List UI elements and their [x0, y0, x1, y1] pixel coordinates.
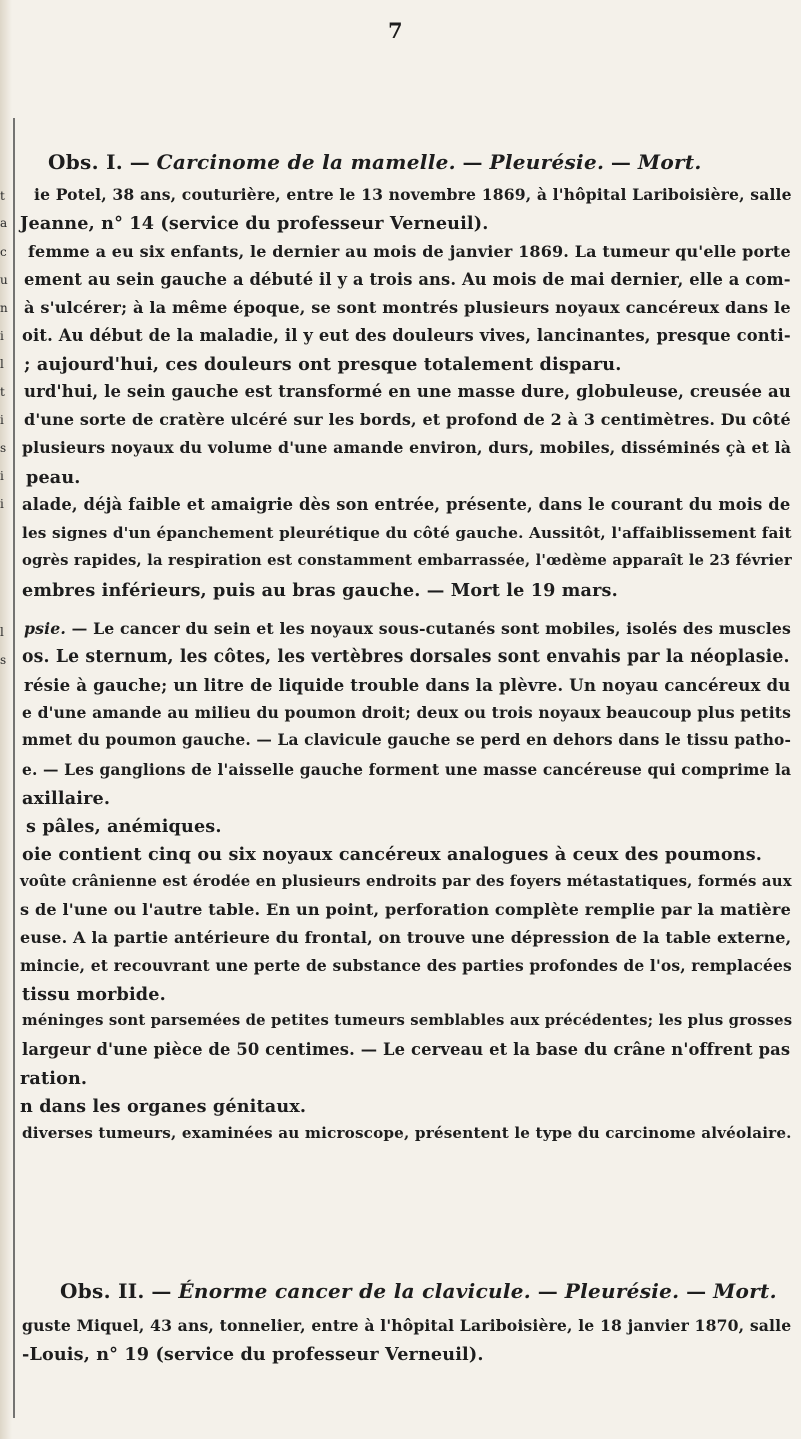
- observation-1-body-line: ie Potel, 38 ans, couturière, entre le 13 novembre 1869, à l'hôpital Lariboisière, salle: [34, 185, 792, 204]
- page-number: 7: [388, 18, 403, 43]
- observation-1-heading: Obs. I. — Carcinome de la mamelle. — Pleurésie. — Mort.: [48, 150, 702, 174]
- gutter-fragment: s: [0, 653, 7, 667]
- autopsy-line: e d'une amande au milieu du poumon droit; deux ou trois noyaux beaucoup plus petits: [22, 703, 792, 722]
- gutter-fragment: i: [0, 469, 4, 483]
- gutter-fragment: i: [0, 413, 4, 427]
- observation-1-body-line: urd'hui, le sein gauche est transformé en une masse dure, globuleuse, creusée au: [24, 382, 791, 401]
- gutter-fragment: c: [0, 245, 7, 259]
- observation-2-body-line: guste Miquel, 43 ans, tonnelier, entre à l'hôpital Lariboisière, le 18 janvier 1870, salle: [22, 1316, 792, 1335]
- observation-1-body-line: embres inférieurs, puis au bras gauche. — Mort le 19 mars.: [22, 580, 618, 601]
- gutter-fragment: i: [0, 329, 4, 343]
- observation-2-title-3: Mort.: [713, 1279, 777, 1303]
- gutter-fragment: i: [0, 497, 4, 511]
- autopsy-line: résie à gauche; un litre de liquide trouble dans la plèvre. Un noyau cancéreux du: [24, 675, 791, 695]
- autopsy-line: s pâles, anémiques.: [26, 816, 222, 837]
- autopsy-line: méninges sont parsemées de petites tumeurs semblables aux précédentes; les plus grosses: [22, 1012, 793, 1029]
- autopsy-line: n dans les organes génitaux.: [20, 1096, 307, 1117]
- gutter-fragment: t: [0, 189, 5, 203]
- observation-1-body-line: à s'ulcérer; à la même époque, se sont montrés plusieurs noyaux cancéreux dans le: [24, 298, 791, 317]
- autopsy-line: voûte crânienne est érodée en plusieurs endroits par des foyers métastatiques, formés aux: [20, 872, 792, 890]
- observation-1-body-line: femme a eu six enfants, le dernier au mois de janvier 1869. La tumeur qu'elle porte: [28, 242, 791, 261]
- observation-1-body-line: oit. Au début de la maladie, il y eut des douleurs vives, lancinantes, presque conti-: [22, 326, 791, 345]
- gutter-fragment: u: [0, 273, 8, 287]
- observation-1-body-line: ogrès rapides, la respiration est constamment embarrassée, l'œdème apparaît le 23 février: [22, 552, 792, 569]
- observation-1-body-line: d'une sorte de cratère ulcéré sur les bords, et profond de 2 à 3 centimètres. Du côté: [24, 410, 791, 429]
- observation-2-label: Obs. II.: [60, 1279, 145, 1303]
- observation-1-body-line: les signes d'un épanchement pleurétique du côté gauche. Aussitôt, l'affaiblissement fait: [22, 524, 792, 542]
- autopsy-line: mincie, et recouvrant une perte de substance des parties profondes de l'os, remplacées: [20, 956, 792, 975]
- autopsy-line: tissu morbide.: [22, 984, 166, 1005]
- autopsy-line: e. — Les ganglions de l'aisselle gauche forment une masse cancéreuse qui comprime la: [22, 760, 792, 779]
- observation-1-title-2: Pleurésie.: [489, 150, 605, 174]
- gutter-fragment: l: [0, 625, 4, 639]
- gutter-fragment: t: [0, 385, 5, 399]
- observation-1-label: Obs. I.: [48, 150, 124, 174]
- autopsy-line: oie contient cinq ou six noyaux cancéreux analogues à ceux des poumons.: [22, 844, 763, 865]
- observation-1-body-line: Jeanne, n° 14 (service du professeur Verneuil).: [20, 213, 489, 234]
- observation-1-body-line: peau.: [26, 467, 81, 488]
- autopsy-line: ration.: [20, 1068, 88, 1089]
- autopsy-line: diverses tumeurs, examinées au microscope, présentent le type du carcinome alvéolaire.: [22, 1124, 792, 1142]
- gutter-fragment: a: [0, 216, 8, 230]
- autopsy-line: largeur d'une pièce de 50 centimes. — Le cerveau et la base du crâne n'offrent pas: [22, 1040, 791, 1059]
- autopsy-first-line: psie. — Le cancer du sein et les noyaux sous-cutanés sont mobiles, isolés des muscles: [24, 619, 792, 638]
- observation-2-heading: Obs. II. — Énorme cancer de la clavicule. — Pleurésie. — Mort.: [60, 1279, 777, 1303]
- autopsy-line: axillaire.: [22, 788, 111, 809]
- observation-2-body-line: -Louis, n° 19 (service du professeur Verneuil).: [22, 1344, 484, 1365]
- autopsy-line: os. Le sternum, les côtes, les vertèbres dorsales sont envahis par la néoplasie.: [22, 647, 790, 667]
- autopsy-heading: psie.: [24, 619, 66, 638]
- gutter-fragment: s: [0, 441, 7, 455]
- observation-1-body-line: ement au sein gauche a débuté il y a trois ans. Au mois de mai dernier, elle a com-: [24, 270, 791, 289]
- observation-1-title: Carcinome de la mamelle.: [156, 150, 456, 174]
- gutter-fragment: n: [0, 301, 8, 315]
- autopsy-line: s de l'une ou l'autre table. En un point, perforation complète remplie par la matière: [20, 900, 791, 919]
- observation-2-title-2: Pleurésie.: [564, 1279, 680, 1303]
- observation-1-title-3: Mort.: [637, 150, 702, 174]
- binding-edge-line: [13, 118, 15, 1418]
- observation-1-body-line: ; aujourd'hui, ces douleurs ont presque totalement disparu.: [24, 354, 622, 375]
- autopsy-line: mmet du poumon gauche. — La clavicule gauche se perd en dehors dans le tissu patho-: [22, 731, 792, 749]
- autopsy-line: euse. A la partie antérieure du frontal, on trouve une dépression de la table externe,: [20, 928, 792, 947]
- observation-1-body-line: plusieurs noyaux du volume d'une amande environ, durs, mobiles, disséminés çà et là: [22, 438, 792, 457]
- observation-2-title: Énorme cancer de la clavicule.: [178, 1279, 532, 1303]
- gutter-fragment: l: [0, 357, 4, 371]
- observation-1-body-line: alade, déjà faible et amaigrie dès son entrée, présente, dans le courant du mois de: [22, 495, 791, 514]
